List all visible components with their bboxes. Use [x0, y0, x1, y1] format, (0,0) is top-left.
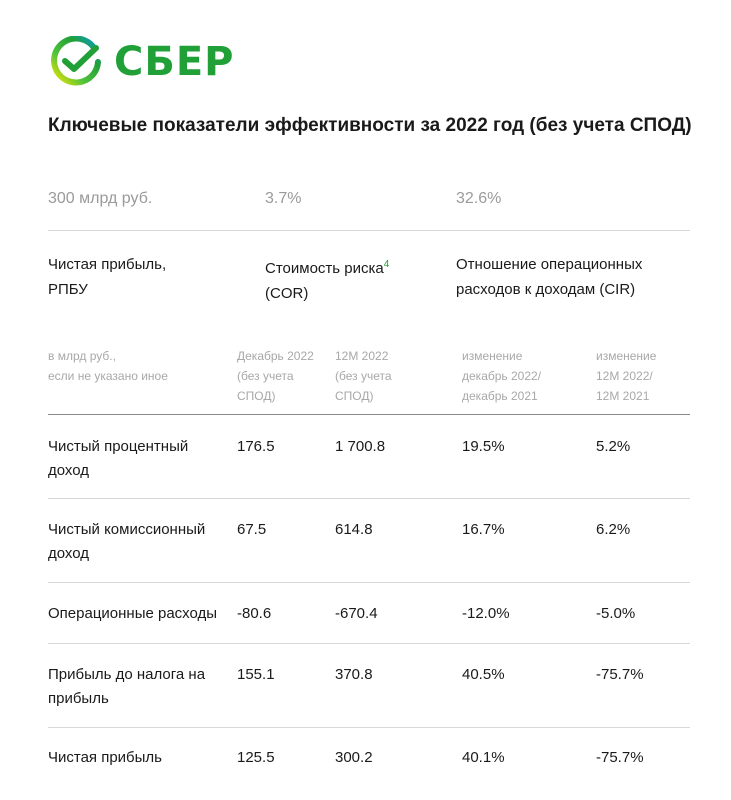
row-label-line: доход — [48, 545, 90, 562]
header-line: СПОД) — [237, 389, 276, 403]
kpi-label-line: Стоимость риска — [265, 260, 384, 277]
kpi-value-cir: 32.6% — [456, 190, 502, 207]
header-line: 12М 2021 — [596, 389, 650, 403]
cell-dec: 67.5 — [237, 521, 267, 538]
kpi-label-line: расходов к доходам (CIR) — [456, 281, 636, 298]
header-line: декабрь 2022/ — [462, 369, 542, 383]
cell-ytd: 614.8 — [335, 521, 373, 538]
cell-chg-ytd: 6.2% — [596, 521, 631, 538]
brand-name: СБЕР — [114, 39, 235, 85]
page-title: Ключевые показатели эффективности за 2022 год (без учета СПОД) — [48, 115, 692, 136]
header-line: в млрд руб., — [48, 349, 116, 363]
row-divider — [48, 643, 690, 644]
row-divider — [48, 498, 690, 499]
row-label-line: доход — [48, 462, 90, 479]
cell-chg-ytd: -75.7% — [596, 749, 644, 766]
cell-chg-dec: 16.7% — [462, 521, 505, 538]
kpi-value-net-profit: 300 млрд руб. — [48, 190, 153, 207]
row-label-line: Чистый процентный — [48, 438, 189, 455]
kpi-label-line: Отношение операционных — [456, 256, 643, 273]
cell-chg-dec: 19.5% — [462, 438, 505, 455]
kpi-label-line: РПБУ — [48, 281, 88, 298]
kpi-label-line: (COR) — [265, 285, 309, 302]
header-line: изменение — [462, 349, 523, 363]
header-line: 12М 2022 — [335, 349, 389, 363]
cell-chg-ytd: -5.0% — [596, 605, 636, 622]
row-label-line: Прибыль до налога на — [48, 666, 206, 683]
footnote-ref: 4 — [383, 259, 390, 270]
kpi-value-cor: 3.7% — [265, 190, 302, 207]
cell-dec: 155.1 — [237, 666, 275, 683]
header-line: если не указано иное — [48, 369, 168, 383]
sber-logo — [50, 36, 234, 88]
cell-dec: -80.6 — [237, 605, 272, 622]
sber-logo-icon — [50, 36, 102, 88]
header-line: декабрь 2021 — [462, 389, 538, 403]
cell-chg-ytd: 5.2% — [596, 438, 631, 455]
table-header-divider — [48, 414, 690, 415]
table-header-chg-dec — [462, 346, 541, 406]
cell-chg-dec: 40.5% — [462, 666, 505, 683]
header-line: изменение — [596, 349, 657, 363]
cell-dec: 176.5 — [237, 438, 275, 455]
row-label-line: Чистый комиссионный — [48, 521, 206, 538]
row-divider — [48, 582, 690, 583]
table-header-chg-ytd — [596, 346, 656, 406]
row-label-line: прибыль — [48, 690, 109, 707]
kpi-divider — [48, 230, 690, 231]
row-label-net-interest-income — [48, 435, 188, 483]
table-header-units — [48, 346, 168, 386]
header-line: (без учета — [335, 369, 392, 383]
cell-chg-dec: -12.0% — [462, 605, 510, 622]
row-label-profit-before-tax — [48, 663, 205, 711]
row-divider — [48, 727, 690, 728]
kpi-label-line: Чистая прибыль, — [48, 256, 167, 273]
kpi-label-cir — [456, 252, 642, 302]
row-label-net-fee-income — [48, 518, 205, 566]
kpi-label-net-profit — [48, 252, 166, 302]
cell-ytd: 300.2 — [335, 749, 373, 766]
cell-chg-ytd: -75.7% — [596, 666, 644, 683]
header-line: (без учета — [237, 369, 294, 383]
header-line: 12М 2022/ — [596, 369, 653, 383]
header-line: СПОД) — [335, 389, 374, 403]
cell-ytd: 1 700.8 — [335, 438, 386, 455]
kpi-label-cor — [265, 252, 389, 306]
header-line: Декабрь 2022 — [237, 349, 314, 363]
cell-ytd: 370.8 — [335, 666, 373, 683]
row-label-operating-expenses: Операционные расходы — [48, 605, 218, 622]
row-label-net-profit: Чистая прибыль — [48, 749, 162, 766]
cell-dec: 125.5 — [237, 749, 275, 766]
table-header-dec — [237, 346, 314, 406]
table-header-ytd — [335, 346, 392, 406]
cell-chg-dec: 40.1% — [462, 749, 505, 766]
cell-ytd: -670.4 — [335, 605, 378, 622]
